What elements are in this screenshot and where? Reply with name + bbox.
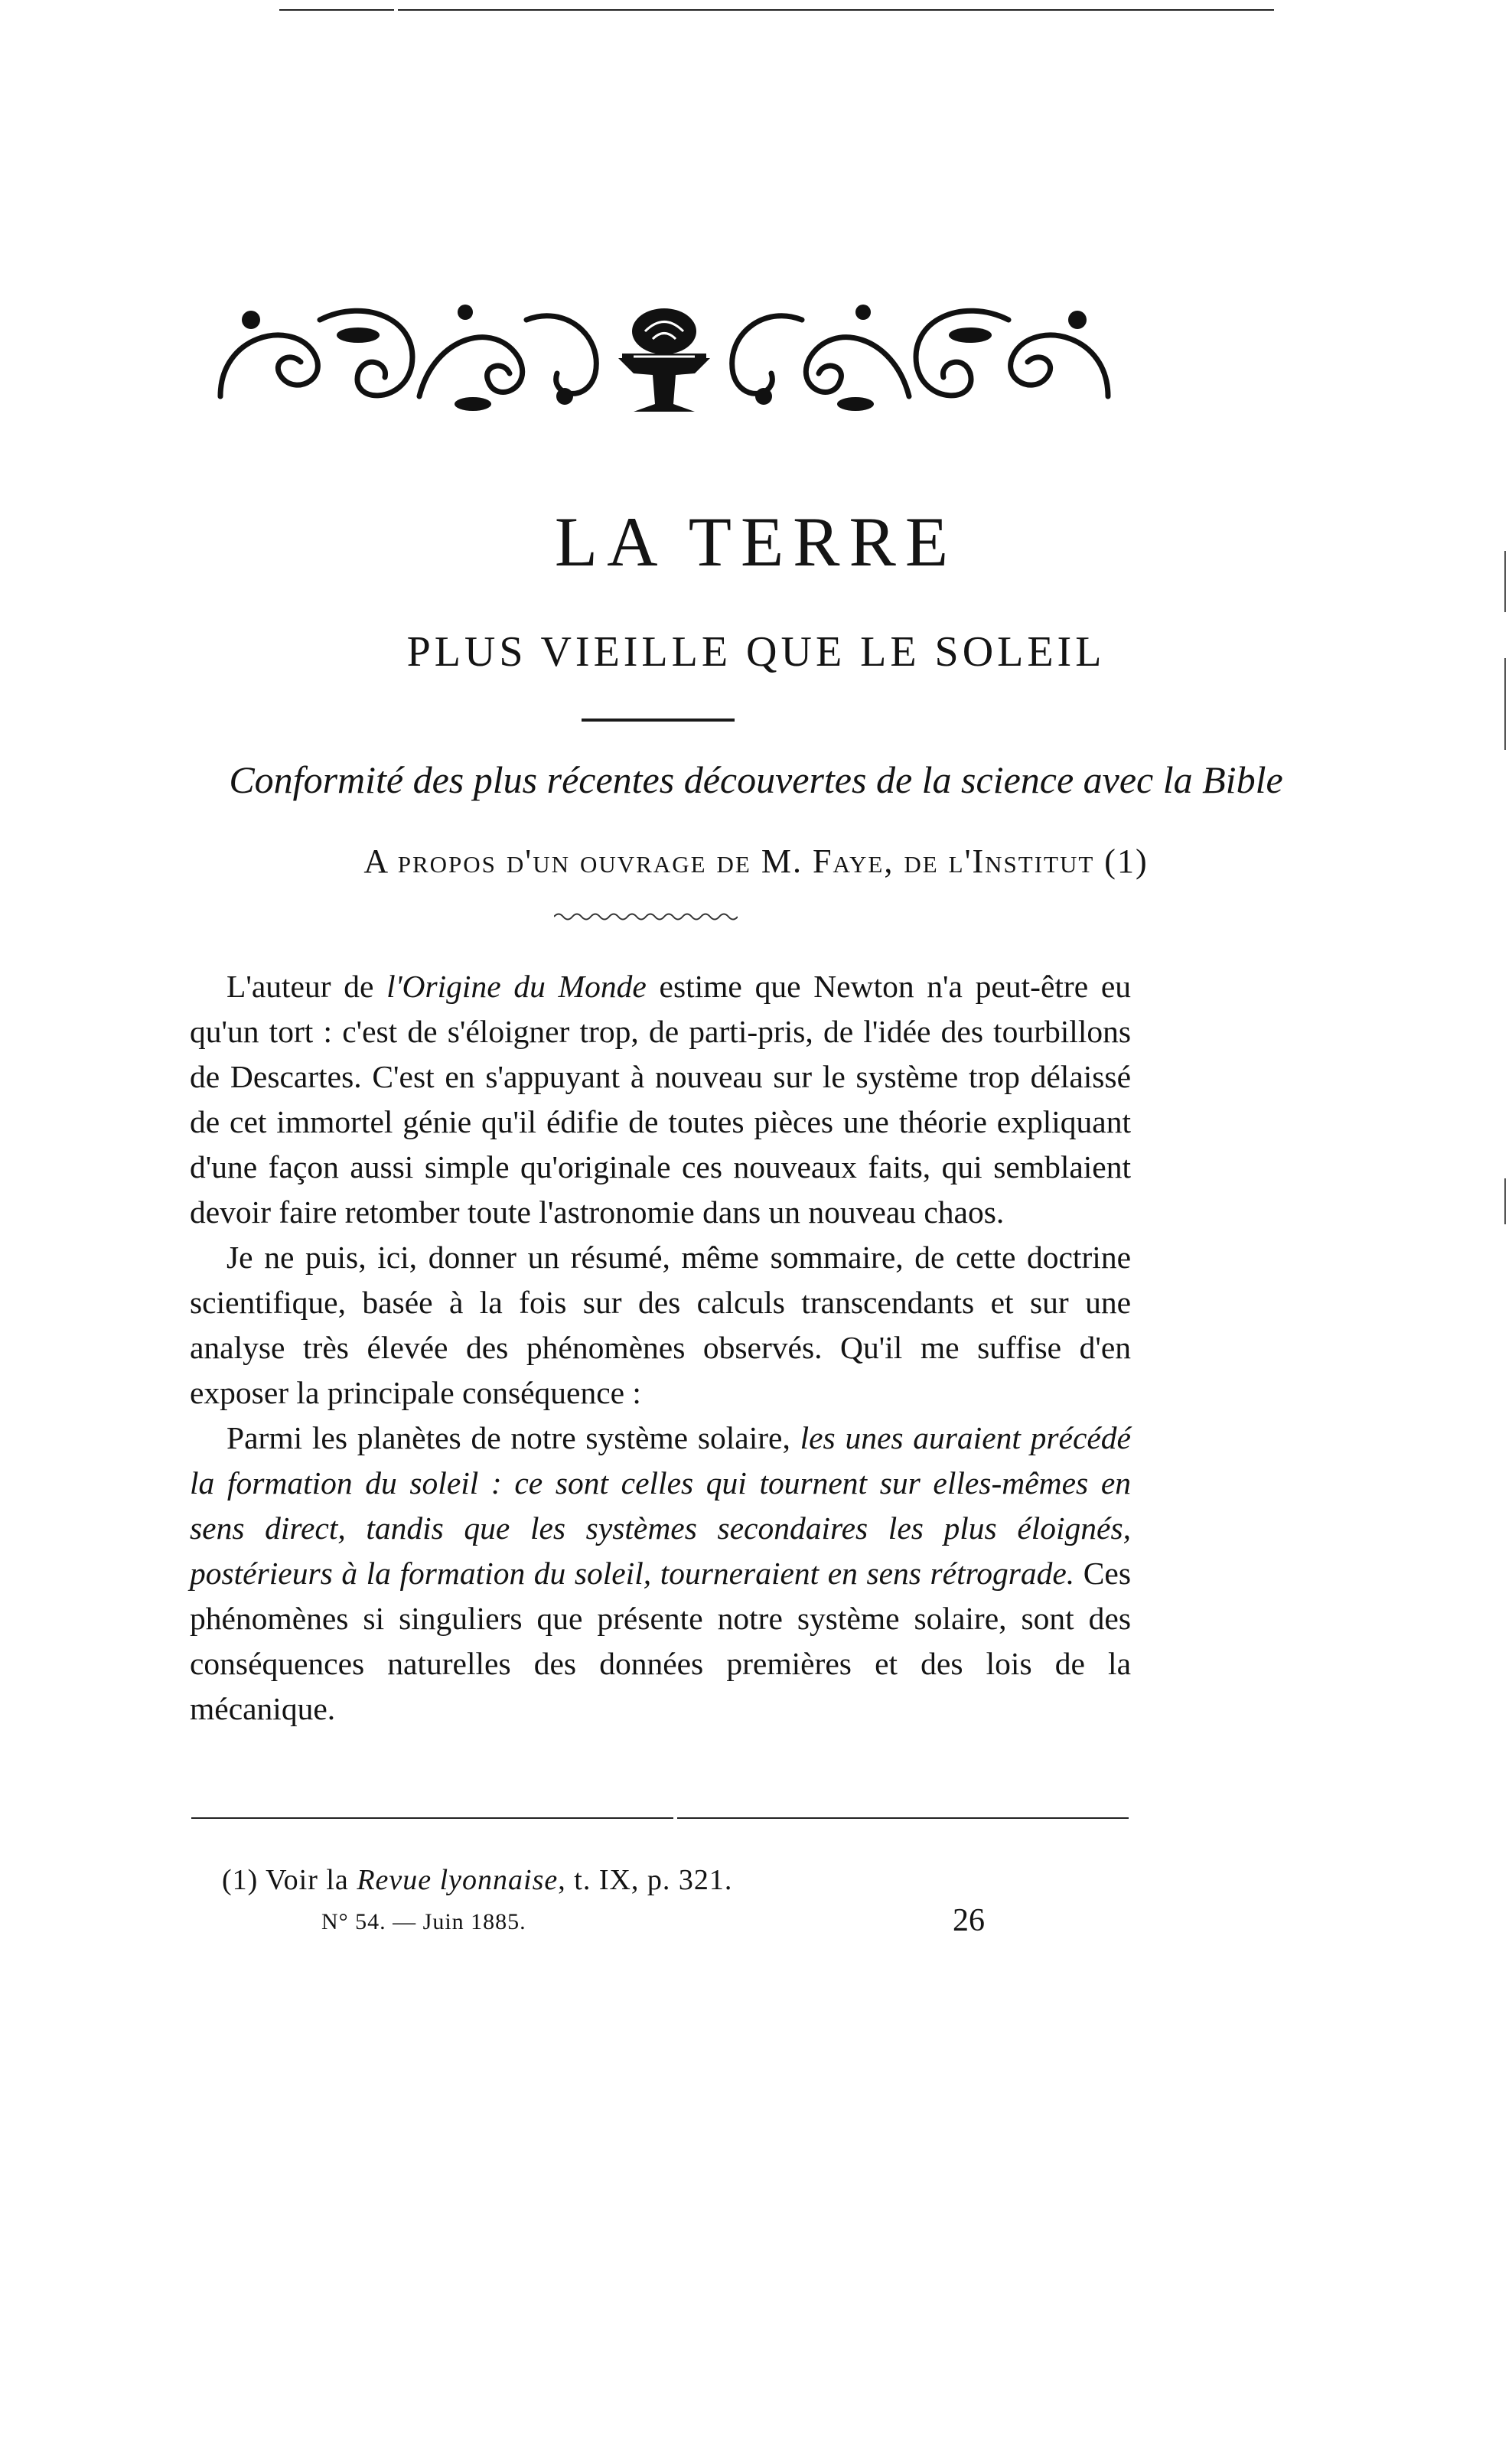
article-apropos: A propos d'un ouvrage de M. Faye, de l'Institut (1) bbox=[363, 842, 1149, 880]
issue-info: N° 54. — Juin 1885. bbox=[321, 1909, 526, 1934]
title-divider bbox=[582, 719, 735, 722]
text-run: L'auteur de bbox=[226, 969, 387, 1004]
text-run: Je ne puis, ici, donner un résumé, même sommaire, de cette doctrine scientifique, basée à la fois sur des calculs transcendants et sur une analyse très élevée des phénomènes observés. Qu'il me suffise d'en exposer la principale conséquence : bbox=[190, 1240, 1131, 1410]
wavy-divider bbox=[554, 911, 738, 923]
italic-run: les unes auraient précédé la formation du soleil : ce sont celles qui tournent sur elles-mêmes en sens direct, tandis que les systèmes secondaires les plus éloignés, postérieurs à la formation du soleil, tourneraient en sens rétrograde. bbox=[190, 1420, 1131, 1591]
paragraph bbox=[190, 1235, 1131, 1416]
text-run: estime que Newton n'a peut-être eu qu'un tort : c'est de s'éloigner trop, de parti-pris, de l'idée des tourbillons de Descartes. C'est en s'appuyant à nouveau sur le système trop délaissé de cet immortel génie qu'il édifie de toutes pièces une théorie expliquant d'une façon aussi simple qu'originale ces nouveaux faits, qui semblaient devoir faire retomber toute l'astronomie dans un nouveau chaos. bbox=[190, 969, 1132, 1230]
top-rule-left bbox=[279, 9, 394, 11]
page-number: 26 bbox=[953, 1903, 985, 1938]
article-tagline: Conformité des plus récentes découvertes de la science avec la Bible bbox=[229, 758, 1283, 801]
text-run: Parmi les planètes de notre système solaire, bbox=[226, 1420, 800, 1455]
footnote bbox=[222, 1863, 732, 1897]
text-run: (1) Voir la bbox=[222, 1864, 357, 1896]
ornamental-headpiece bbox=[205, 289, 1123, 419]
italic-run: Revue lyonnaise bbox=[357, 1864, 559, 1896]
footnote-rule-left bbox=[191, 1817, 673, 1819]
paragraph bbox=[190, 1416, 1131, 1732]
text-run: , t. IX, p. 321. bbox=[558, 1864, 733, 1896]
top-rule-right bbox=[398, 9, 1274, 11]
footnote-rule-right bbox=[677, 1817, 1129, 1819]
paragraph bbox=[190, 964, 1131, 1235]
article-title: LA TERRE bbox=[554, 503, 958, 581]
italic-run: l'Origine du Monde bbox=[386, 969, 647, 1004]
text-run: Ces phénomènes si singuliers que présente notre système solaire, sont des conséquences naturelles des données premières et des lois de la mécanique. bbox=[190, 1556, 1131, 1726]
article-body bbox=[190, 964, 1131, 1732]
article-subtitle: PLUS VIEILLE QUE LE SOLEIL bbox=[406, 628, 1106, 676]
scan-edge-mark bbox=[1504, 1178, 1506, 1224]
